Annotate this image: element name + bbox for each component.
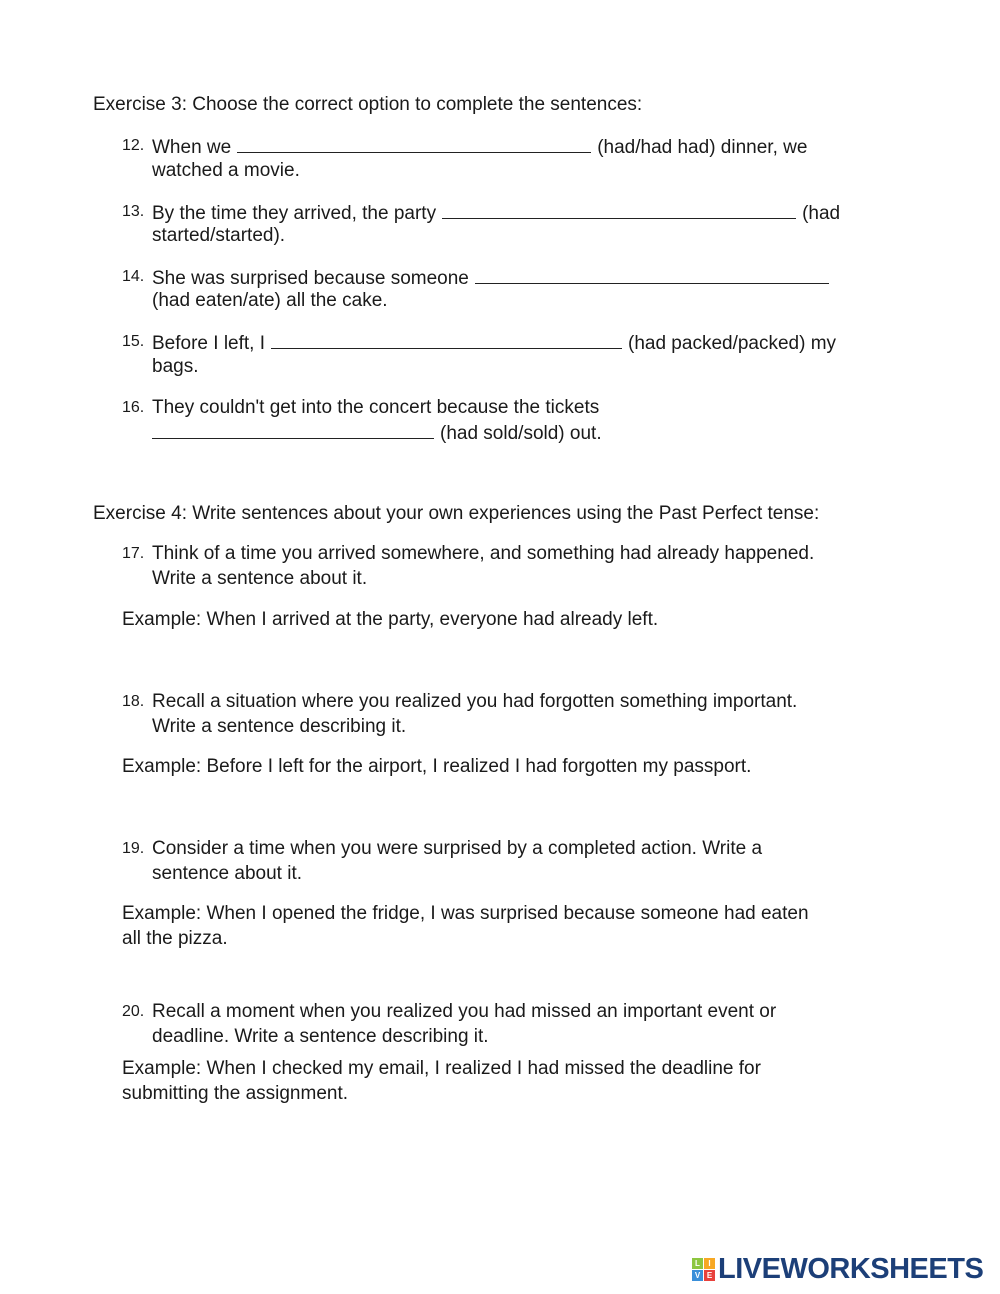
question-line [152, 289, 388, 313]
question-text: Recall a situation where you realized you had forgotten something important. [152, 691, 798, 712]
exercise-3-title: Exercise 3: Choose the correct option to complete the sentences: [93, 94, 643, 115]
question-text: By the time they arrived, the party [152, 203, 437, 224]
question-text: Think of a time you arrived somewhere, and something had already happened. [152, 543, 815, 564]
answer-blank[interactable] [442, 200, 796, 219]
question-number: 18. [122, 693, 145, 710]
question-text: She was surprised because someone [152, 268, 469, 289]
question-number: 16. [122, 399, 145, 416]
question-line [152, 159, 300, 183]
option-text: (had sold/sold) out. [440, 423, 602, 444]
example-text: all the pizza. [122, 927, 228, 949]
question-text: sentence about it. [152, 862, 302, 884]
question-line [152, 355, 198, 379]
question-text: watched a movie. [152, 160, 300, 181]
question-line [152, 420, 602, 446]
question-number: 19. [122, 840, 145, 857]
option-text: (had packed/packed) my [628, 333, 837, 354]
answer-blank[interactable] [475, 265, 829, 284]
question-text: (had eaten/ate) all the cake. [152, 290, 388, 311]
question-text: Recall a moment when you realized you had missed an important event or [152, 1001, 777, 1022]
logo-tile: I [704, 1258, 715, 1269]
example-text: Example: When I arrived at the party, everyone had already left. [122, 609, 659, 630]
question-text: bags. [152, 356, 199, 377]
question-line [152, 330, 836, 356]
question-line [152, 224, 285, 248]
question-text: Before I left, I [152, 333, 265, 354]
liveworksheets-logo [692, 1253, 983, 1286]
example-text: Example: When I checked my email, I realized I had missed the deadline for [122, 1058, 761, 1079]
question-number: 20. [122, 1003, 145, 1020]
question-number: 15. [122, 333, 145, 350]
question-number: 17. [122, 545, 145, 562]
logo-tiles-icon [692, 1258, 715, 1281]
answer-blank[interactable] [237, 134, 591, 153]
option-text: (had [802, 203, 841, 224]
logo-text: LIVEWORKSHEETS [718, 1253, 984, 1285]
answer-blank[interactable] [152, 420, 434, 439]
question-line [152, 200, 840, 226]
example-text: submitting the assignment. [122, 1082, 349, 1104]
question-text: Write a sentence describing it. [152, 715, 407, 737]
question-number: 12. [122, 137, 145, 154]
logo-tile: E [704, 1270, 715, 1281]
answer-blank[interactable] [271, 330, 622, 349]
question-line [152, 265, 835, 291]
question-text: started/started). [152, 225, 286, 246]
question-text: Consider a time when you were surprised by a completed action. Write a [152, 838, 763, 859]
logo-tile: V [692, 1270, 703, 1281]
question-text: Write a sentence about it. [152, 567, 368, 589]
question-line [152, 134, 807, 160]
question-text: deadline. Write a sentence describing it. [152, 1025, 489, 1047]
question-text: They couldn't get into the concert because the tickets [152, 397, 600, 418]
logo-tile: L [692, 1258, 703, 1269]
question-number: 13. [122, 203, 145, 220]
question-text: When we [152, 137, 232, 158]
exercise-4-title: Exercise 4: Write sentences about your own experiences using the Past Perfect tense: [93, 503, 820, 524]
example-text: Example: When I opened the fridge, I was surprised because someone had eaten [122, 903, 809, 924]
question-line [152, 396, 599, 420]
example-text: Example: Before I left for the airport, I realized I had forgotten my passport. [122, 756, 752, 777]
question-number: 14. [122, 268, 145, 285]
option-text: (had/had had) dinner, we [597, 137, 808, 158]
